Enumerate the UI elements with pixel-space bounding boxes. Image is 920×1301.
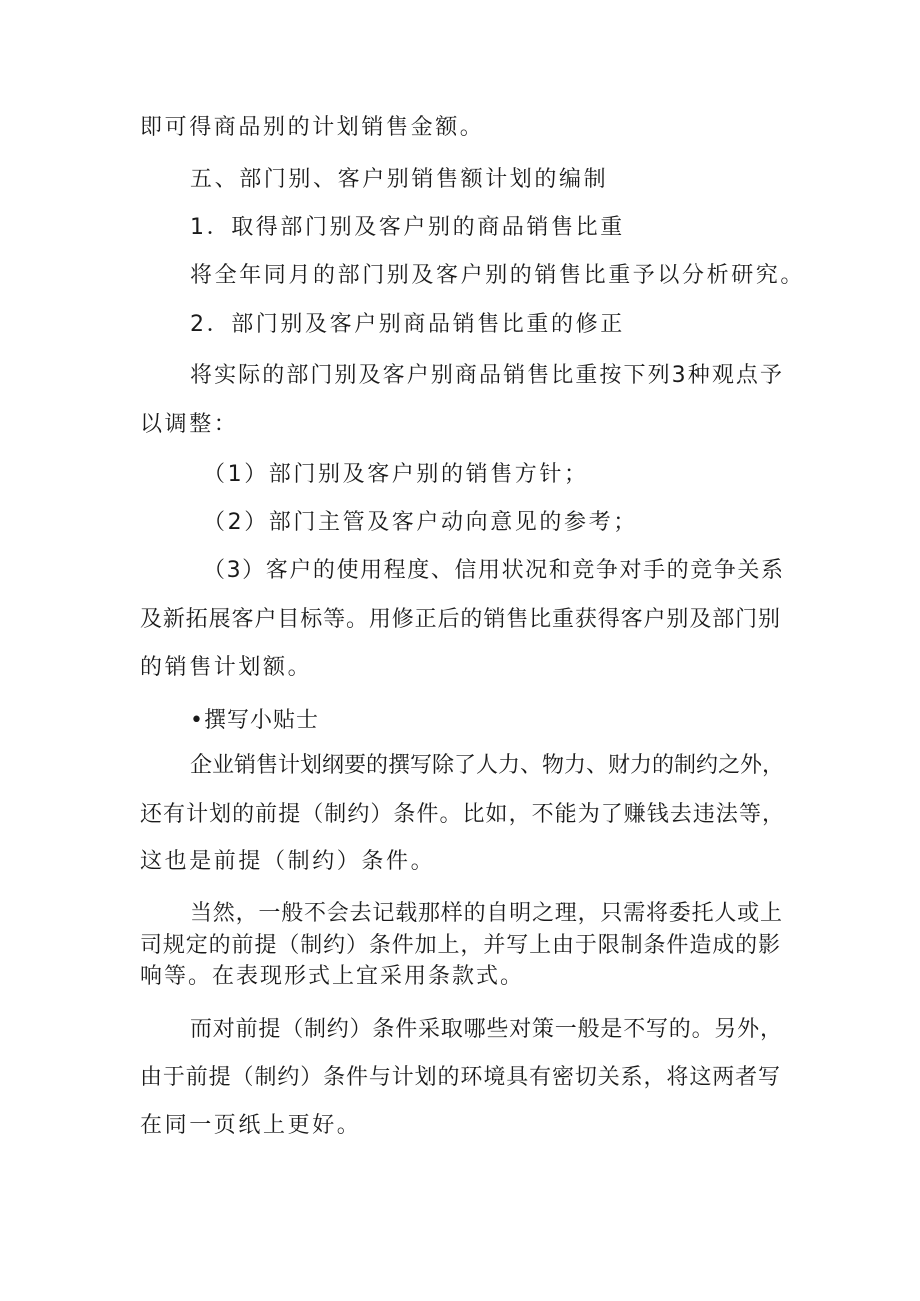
text-line: 的销售计划额。 xyxy=(140,655,313,680)
text-line: 在同一页纸上更好。 xyxy=(140,1113,362,1138)
section-heading: 五、部门别、客户别销售额计划的编制 xyxy=(190,167,609,192)
text-line: 将全年同月的部门别及客户别的销售比重予以分析研究。 xyxy=(190,263,806,288)
text-line: 由于前提（制约）条件与计划的环境具有密切关系，将这两者写 xyxy=(140,1065,780,1090)
list-item: （3）客户的使用程度、信用状况和竞争对手的竞争关系 xyxy=(203,558,783,583)
text-line: 这也是前提（制约）条件。 xyxy=(140,849,436,874)
text-line: 当然，一般不会去记载那样的自明之理，只需将委托人或上 xyxy=(190,901,782,926)
list-item: （1）部门别及客户别的销售方针； xyxy=(203,462,589,487)
subheading: 1．取得部门别及客户别的商品销售比重 xyxy=(190,215,625,240)
subheading: 2．部门别及客户别商品销售比重的修正 xyxy=(190,312,625,337)
text-line: 司规定的前提（制约）条件加上，并写上由于限制条件造成的影 xyxy=(140,933,780,958)
text-line: 及新拓展客户目标等。用修正后的销售比重获得客户别及部门别 xyxy=(140,607,780,632)
tips-heading: •撰写小贴士 xyxy=(190,708,319,733)
text-line: 将实际的部门别及客户别商品销售比重按下列3种观点予 xyxy=(190,363,782,388)
text-line: 而对前提（制约）条件采取哪些对策一般是不写的。另外， xyxy=(190,1017,782,1042)
text-line: 响等。在表现形式上宜采用条款式。 xyxy=(140,964,525,989)
text-line: 即可得商品别的计划销售金额。 xyxy=(140,115,485,140)
text-line: 还有计划的前提（制约）条件。比如，不能为了赚钱去违法等， xyxy=(140,802,784,827)
list-item: （2）部门主管及客户动向意见的参考； xyxy=(203,510,638,535)
text-line: 以调整： xyxy=(140,412,239,437)
text-line: 企业销售计划纲要的撰写除了人力、物力、财力的制约之外， xyxy=(190,753,785,778)
